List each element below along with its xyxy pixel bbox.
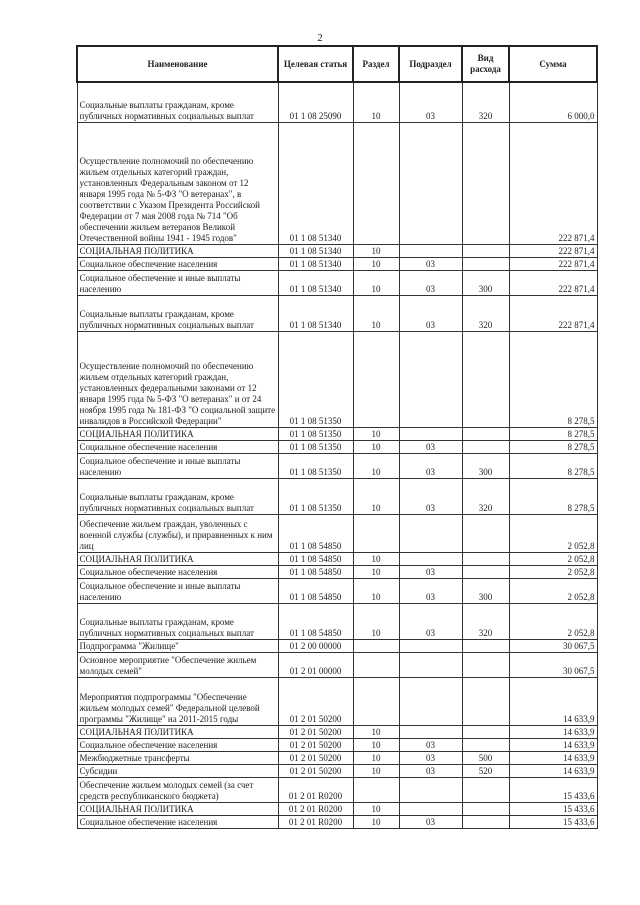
row-section: 10 bbox=[353, 552, 399, 565]
row-code: 01 1 08 54850 bbox=[278, 565, 353, 578]
table-row bbox=[77, 552, 597, 565]
row-name: Мероприятия подпрограммы "Обеспечение жильем молодых семей" Федеральной целевой программы "Жилище" на 2011-2015 годы bbox=[77, 677, 278, 725]
row-sum: 14 633,9 bbox=[509, 751, 597, 764]
table-row bbox=[77, 764, 597, 777]
row-expense-type: 300 bbox=[462, 578, 509, 603]
row-subsection: 03 bbox=[399, 603, 462, 639]
row-name: СОЦИАЛЬНАЯ ПОЛИТИКА bbox=[77, 802, 278, 815]
row-name: Субсидии bbox=[77, 764, 278, 777]
row-name: Межбюджетные трансферты bbox=[77, 751, 278, 764]
row-code: 01 2 00 00000 bbox=[278, 639, 353, 652]
row-section: 10 bbox=[353, 478, 399, 514]
table-row bbox=[77, 603, 597, 639]
table-row bbox=[77, 777, 597, 802]
row-section bbox=[353, 677, 399, 725]
row-subsection: 03 bbox=[399, 453, 462, 478]
row-code: 01 1 08 54850 bbox=[278, 578, 353, 603]
row-code: 01 1 08 25090 bbox=[278, 82, 353, 122]
row-section: 10 bbox=[353, 764, 399, 777]
row-expense-type bbox=[462, 427, 509, 440]
row-expense-type bbox=[462, 802, 509, 815]
row-section: 10 bbox=[353, 295, 399, 331]
page-number: 2 bbox=[317, 32, 323, 44]
table-row bbox=[77, 815, 597, 828]
table-row bbox=[77, 514, 597, 552]
budget-table bbox=[76, 45, 598, 829]
row-expense-type bbox=[462, 725, 509, 738]
row-sum: 2 052,8 bbox=[509, 565, 597, 578]
row-section bbox=[353, 639, 399, 652]
row-section: 10 bbox=[353, 244, 399, 257]
row-code: 01 2 01 50200 bbox=[278, 751, 353, 764]
row-subsection: 03 bbox=[399, 565, 462, 578]
row-code: 01 2 01 50200 bbox=[278, 677, 353, 725]
table-row bbox=[77, 82, 597, 122]
row-expense-type: 320 bbox=[462, 603, 509, 639]
row-sum: 14 633,9 bbox=[509, 738, 597, 751]
table-row bbox=[77, 453, 597, 478]
row-expense-type: 320 bbox=[462, 295, 509, 331]
row-name: Социальное обеспечение населения bbox=[77, 738, 278, 751]
row-code: 01 2 01 50200 bbox=[278, 764, 353, 777]
row-subsection bbox=[399, 331, 462, 427]
table-row bbox=[77, 331, 597, 427]
row-sum: 2 052,8 bbox=[509, 552, 597, 565]
table-row bbox=[77, 478, 597, 514]
row-subsection bbox=[399, 677, 462, 725]
table-row bbox=[77, 427, 597, 440]
row-subsection: 03 bbox=[399, 764, 462, 777]
row-section: 10 bbox=[353, 751, 399, 764]
row-section: 10 bbox=[353, 578, 399, 603]
row-expense-type bbox=[462, 257, 509, 270]
row-subsection: 03 bbox=[399, 478, 462, 514]
table-row bbox=[77, 738, 597, 751]
row-sum: 8 278,5 bbox=[509, 331, 597, 427]
row-name: Социальное обеспечение населения bbox=[77, 565, 278, 578]
row-code: 01 1 08 54850 bbox=[278, 552, 353, 565]
row-subsection bbox=[399, 777, 462, 802]
table-row bbox=[77, 802, 597, 815]
row-expense-type bbox=[462, 815, 509, 828]
row-section: 10 bbox=[353, 440, 399, 453]
row-code: 01 2 01 R0200 bbox=[278, 802, 353, 815]
row-subsection: 03 bbox=[399, 578, 462, 603]
row-subsection: 03 bbox=[399, 815, 462, 828]
row-code: 01 2 01 50200 bbox=[278, 738, 353, 751]
row-subsection: 03 bbox=[399, 82, 462, 122]
row-section bbox=[353, 122, 399, 244]
row-name: Социальные выплаты гражданам, кроме публичных нормативных социальных выплат bbox=[77, 603, 278, 639]
row-name: Подпрограмма "Жилище" bbox=[77, 639, 278, 652]
row-expense-type bbox=[462, 677, 509, 725]
row-code: 01 1 08 51340 bbox=[278, 295, 353, 331]
row-sum: 15 433,6 bbox=[509, 777, 597, 802]
row-subsection: 03 bbox=[399, 751, 462, 764]
row-section: 10 bbox=[353, 270, 399, 295]
table-row bbox=[77, 565, 597, 578]
row-code: 01 1 08 51340 bbox=[278, 257, 353, 270]
header-expense-type: Вид расхода bbox=[462, 46, 509, 82]
row-subsection bbox=[399, 639, 462, 652]
row-name: Социальное обеспечение и иные выплаты населению bbox=[77, 453, 278, 478]
row-name: Социальное обеспечение населения bbox=[77, 815, 278, 828]
row-expense-type: 320 bbox=[462, 82, 509, 122]
row-sum: 8 278,5 bbox=[509, 440, 597, 453]
row-subsection: 03 bbox=[399, 257, 462, 270]
row-code: 01 2 01 R0200 bbox=[278, 815, 353, 828]
row-name: Основное мероприятие "Обеспечение жильем молодых семей" bbox=[77, 652, 278, 677]
row-name: Социальное обеспечение и иные выплаты населению bbox=[77, 270, 278, 295]
row-name: СОЦИАЛЬНАЯ ПОЛИТИКА bbox=[77, 427, 278, 440]
row-expense-type: 320 bbox=[462, 478, 509, 514]
header-name: Наименование bbox=[77, 46, 278, 82]
row-name: Социальные выплаты гражданам, кроме публичных нормативных социальных выплат bbox=[77, 295, 278, 331]
header-subsection: Подраздел bbox=[399, 46, 462, 82]
row-sum: 8 278,5 bbox=[509, 453, 597, 478]
row-subsection: 03 bbox=[399, 270, 462, 295]
row-code: 01 1 08 51350 bbox=[278, 478, 353, 514]
table-row bbox=[77, 295, 597, 331]
table-row bbox=[77, 677, 597, 725]
row-code: 01 1 08 51340 bbox=[278, 244, 353, 257]
row-name: Социальное обеспечение населения bbox=[77, 440, 278, 453]
row-section bbox=[353, 652, 399, 677]
row-expense-type bbox=[462, 738, 509, 751]
row-name: СОЦИАЛЬНАЯ ПОЛИТИКА bbox=[77, 725, 278, 738]
row-sum: 222 871,4 bbox=[509, 244, 597, 257]
row-name: Обеспечение жильем молодых семей (за счет средств республиканского бюджета) bbox=[77, 777, 278, 802]
row-section: 10 bbox=[353, 453, 399, 478]
row-subsection bbox=[399, 725, 462, 738]
table-row bbox=[77, 270, 597, 295]
row-subsection bbox=[399, 427, 462, 440]
row-subsection bbox=[399, 652, 462, 677]
row-expense-type: 300 bbox=[462, 453, 509, 478]
row-sum: 2 052,8 bbox=[509, 603, 597, 639]
row-expense-type: 500 bbox=[462, 751, 509, 764]
row-subsection bbox=[399, 552, 462, 565]
row-section: 10 bbox=[353, 725, 399, 738]
row-name: Обеспечение жильем граждан, уволенных с военной службы (службы), и приравненных к ним лиц bbox=[77, 514, 278, 552]
row-subsection: 03 bbox=[399, 295, 462, 331]
row-sum: 8 278,5 bbox=[509, 478, 597, 514]
row-code: 01 1 08 51350 bbox=[278, 331, 353, 427]
row-code: 01 1 08 51350 bbox=[278, 427, 353, 440]
table-row bbox=[77, 122, 597, 244]
row-section: 10 bbox=[353, 565, 399, 578]
row-section: 10 bbox=[353, 738, 399, 751]
row-sum: 8 278,5 bbox=[509, 427, 597, 440]
row-code: 01 2 01 R0200 bbox=[278, 777, 353, 802]
row-section: 10 bbox=[353, 82, 399, 122]
row-name: Осуществление полномочий по обеспечению жильем отдельных категорий граждан, установленных федеральными законами от 12 января 1995 года № 5-ФЗ "О ветеранах" и от 24 ноября 1995 года № 181-ФЗ "О социальной защите инвалидов в Российской Федерации" bbox=[77, 331, 278, 427]
row-subsection bbox=[399, 514, 462, 552]
row-code: 01 1 08 54850 bbox=[278, 514, 353, 552]
table-row bbox=[77, 578, 597, 603]
row-sum: 30 067,5 bbox=[509, 639, 597, 652]
row-sum: 222 871,4 bbox=[509, 295, 597, 331]
table-row bbox=[77, 639, 597, 652]
row-expense-type: 520 bbox=[462, 764, 509, 777]
row-name: Осуществление полномочий по обеспечению жильем отдельных категорий граждан, установленных Федеральным законом от 12 января 1995 года № 5-ФЗ "О ветеранах", в соответствии с Указом Президента Российской Федерации от 7 мая 2008 года № 714 "Об обеспечении жильем ветеранов Великой Отечественной войны 1941 - 1945 годов" bbox=[77, 122, 278, 244]
table-row bbox=[77, 244, 597, 257]
row-expense-type bbox=[462, 122, 509, 244]
table-row bbox=[77, 440, 597, 453]
row-name: Социальные выплаты гражданам, кроме публичных нормативных социальных выплат bbox=[77, 478, 278, 514]
row-section: 10 bbox=[353, 427, 399, 440]
row-subsection bbox=[399, 244, 462, 257]
row-name: СОЦИАЛЬНАЯ ПОЛИТИКА bbox=[77, 244, 278, 257]
row-sum: 222 871,4 bbox=[509, 122, 597, 244]
row-section bbox=[353, 514, 399, 552]
row-expense-type bbox=[462, 652, 509, 677]
row-sum: 14 633,9 bbox=[509, 725, 597, 738]
row-section bbox=[353, 331, 399, 427]
row-expense-type bbox=[462, 514, 509, 552]
row-expense-type bbox=[462, 565, 509, 578]
row-section bbox=[353, 777, 399, 802]
row-code: 01 2 01 00000 bbox=[278, 652, 353, 677]
row-code: 01 1 08 54850 bbox=[278, 603, 353, 639]
row-name: Социальные выплаты гражданам, кроме публичных нормативных социальных выплат bbox=[77, 82, 278, 122]
row-section: 10 bbox=[353, 802, 399, 815]
row-sum: 222 871,4 bbox=[509, 257, 597, 270]
row-section: 10 bbox=[353, 815, 399, 828]
row-sum: 2 052,8 bbox=[509, 514, 597, 552]
row-subsection bbox=[399, 802, 462, 815]
row-sum: 6 000,0 bbox=[509, 82, 597, 122]
table-row bbox=[77, 725, 597, 738]
row-sum: 14 633,9 bbox=[509, 764, 597, 777]
row-sum: 15 433,6 bbox=[509, 802, 597, 815]
row-section: 10 bbox=[353, 603, 399, 639]
row-code: 01 2 01 50200 bbox=[278, 725, 353, 738]
table-header-row bbox=[77, 46, 597, 82]
row-name: СОЦИАЛЬНАЯ ПОЛИТИКА bbox=[77, 552, 278, 565]
header-section: Раздел bbox=[353, 46, 399, 82]
row-expense-type bbox=[462, 639, 509, 652]
row-subsection bbox=[399, 122, 462, 244]
table-row bbox=[77, 257, 597, 270]
row-subsection: 03 bbox=[399, 738, 462, 751]
row-code: 01 1 08 51350 bbox=[278, 453, 353, 478]
row-expense-type bbox=[462, 552, 509, 565]
row-sum: 30 067,5 bbox=[509, 652, 597, 677]
row-sum: 14 633,9 bbox=[509, 677, 597, 725]
row-code: 01 1 08 51340 bbox=[278, 270, 353, 295]
row-subsection: 03 bbox=[399, 440, 462, 453]
row-expense-type bbox=[462, 440, 509, 453]
row-code: 01 1 08 51350 bbox=[278, 440, 353, 453]
row-expense-type bbox=[462, 777, 509, 802]
table-row bbox=[77, 652, 597, 677]
header-sum: Сумма bbox=[509, 46, 597, 82]
row-name: Социальное обеспечение и иные выплаты населению bbox=[77, 578, 278, 603]
row-name: Социальное обеспечение населения bbox=[77, 257, 278, 270]
row-code: 01 1 08 51340 bbox=[278, 122, 353, 244]
table-row bbox=[77, 751, 597, 764]
row-section: 10 bbox=[353, 257, 399, 270]
row-sum: 2 052,8 bbox=[509, 578, 597, 603]
row-expense-type bbox=[462, 244, 509, 257]
row-sum: 15 433,6 bbox=[509, 815, 597, 828]
row-expense-type bbox=[462, 331, 509, 427]
row-sum: 222 871,4 bbox=[509, 270, 597, 295]
row-expense-type: 300 bbox=[462, 270, 509, 295]
header-code: Целевая статья bbox=[278, 46, 353, 82]
